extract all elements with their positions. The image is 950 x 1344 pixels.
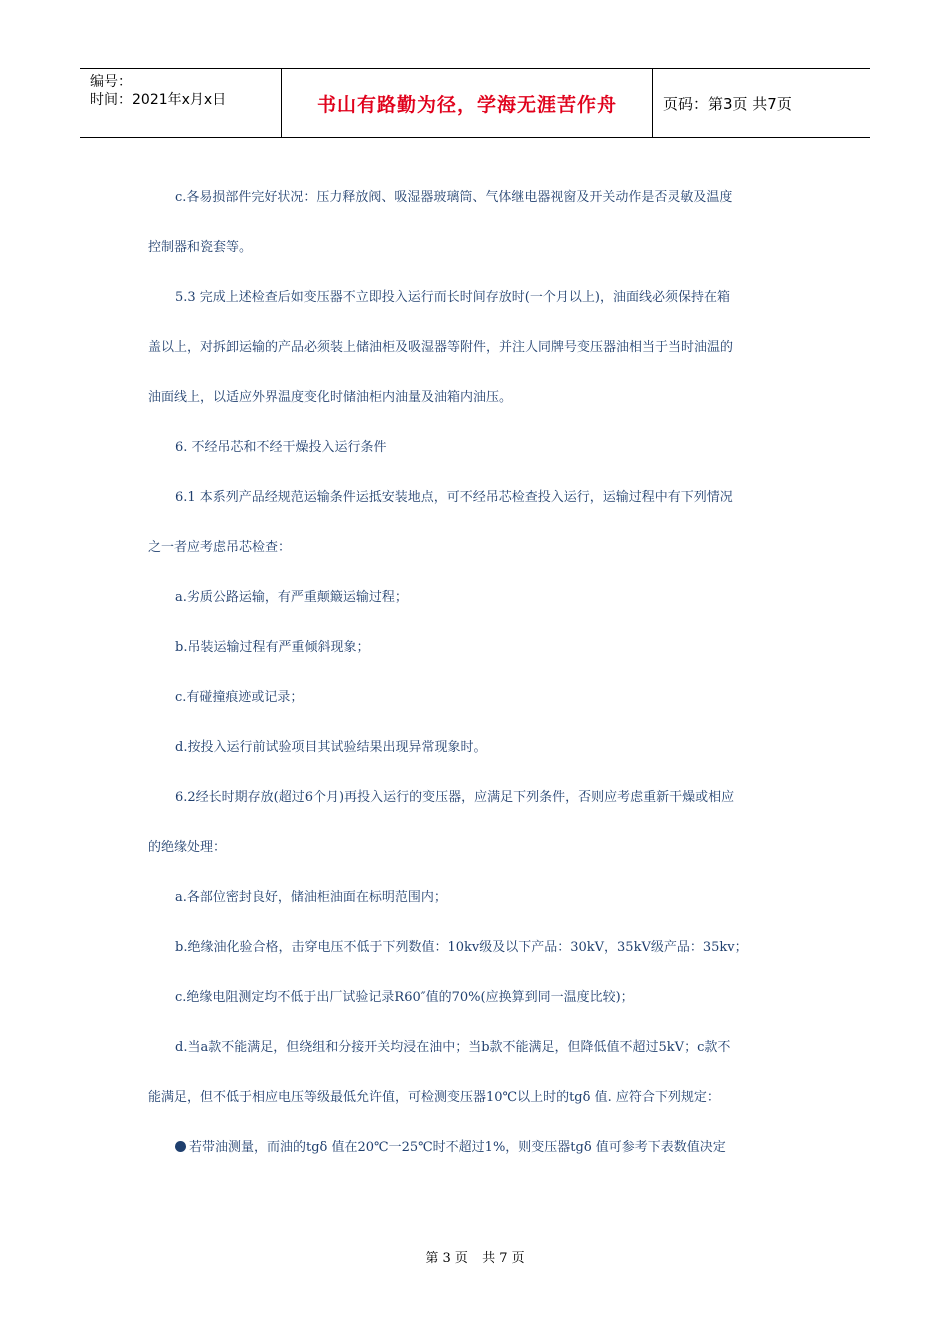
list-item: d.当a款不能满足，但绕组和分接开关均浸在油中；当b款不能满足，但降低值不超过5kV；c款不 [175,1040,731,1055]
header-page-info: 页码：第3页 共7页 [663,94,792,113]
header-motto: 书山有路勤为径，学海无涯苦作舟 [281,69,653,137]
text-line: 5.3 完成上述检查后如变压器不立即投入运行而长时间存放时(一个月以上)，油面线必须保持在箱 [175,290,730,305]
header-meta [80,69,281,137]
text-line: 控制器和瓷套等。 [148,240,253,255]
list-item: a.劣质公路运输，有严重颠簸运输过程； [175,590,408,605]
page-footer [0,1247,950,1266]
list-item: d.按投入运行前试验项目其试验结果出现异常现象时。 [175,740,487,755]
text-line: 油面线上，以适应外界温度变化时储油柜内油量及油箱内油压。 [148,390,513,405]
document-time-label: 时间：2021年x月x日 [90,92,227,108]
text-line: 之一者应考虑吊芯检查： [148,540,292,555]
text-line: 能满足，但不低于相应电压等级最低允许值，可检测变压器10℃以上时的tgδ 值. 应符合下列规定： [148,1090,720,1105]
section-heading: 6. 不经吊芯和不经干燥投入运行条件 [175,440,387,455]
text-line: 6.2经长时期存放(超过6个月)再投入运行的变压器，应满足下列条件，否则应考虑重新干燥或相应 [175,790,735,805]
text-line: c.各易损部件完好状况：压力释放阀、吸湿器玻璃筒、气体继电器视窗及开关动作是否灵敏及温度 [175,190,733,205]
text-line: 6.1 本系列产品经规范运输条件运抵安装地点，可不经吊芯检查投入运行，运输过程中有下列情况 [175,490,733,505]
document-number-label: 编号： [90,74,132,90]
footer-total: 共 7 页 [482,1251,525,1266]
list-item: c.有碰撞痕迹或记录； [175,690,304,705]
text-line: 盖以上，对拆卸运输的产品必须装上储油柜及吸湿器等附件，并注人同牌号变压器油相当于当时油温的 [148,340,734,355]
list-item: a.各部位密封良好，储油柜油面在标明范围内； [175,890,447,905]
text-line: 的绝缘处理： [148,840,227,855]
footer-page: 第 3 页 [425,1251,468,1266]
bullet-text: 若带油测量，而油的tgδ 值在20℃一25℃时不超过1%，则变压器tgδ 值可参考下表数值决定 [189,1140,726,1155]
bullet-item [175,1136,726,1155]
bullet-icon [175,1141,186,1152]
page-header [80,68,870,138]
list-item: c.绝缘电阻测定均不低于出厂试验记录R60″值的70%(应换算到同一温度比较)； [175,990,634,1005]
list-item: b.绝缘油化验合格，击穿电压不低于下列数值：10kv级及以下产品：30kV，35kV级产品：35kv； [175,940,748,955]
list-item: b.吊装运输过程有严重倾斜现象； [175,640,370,655]
